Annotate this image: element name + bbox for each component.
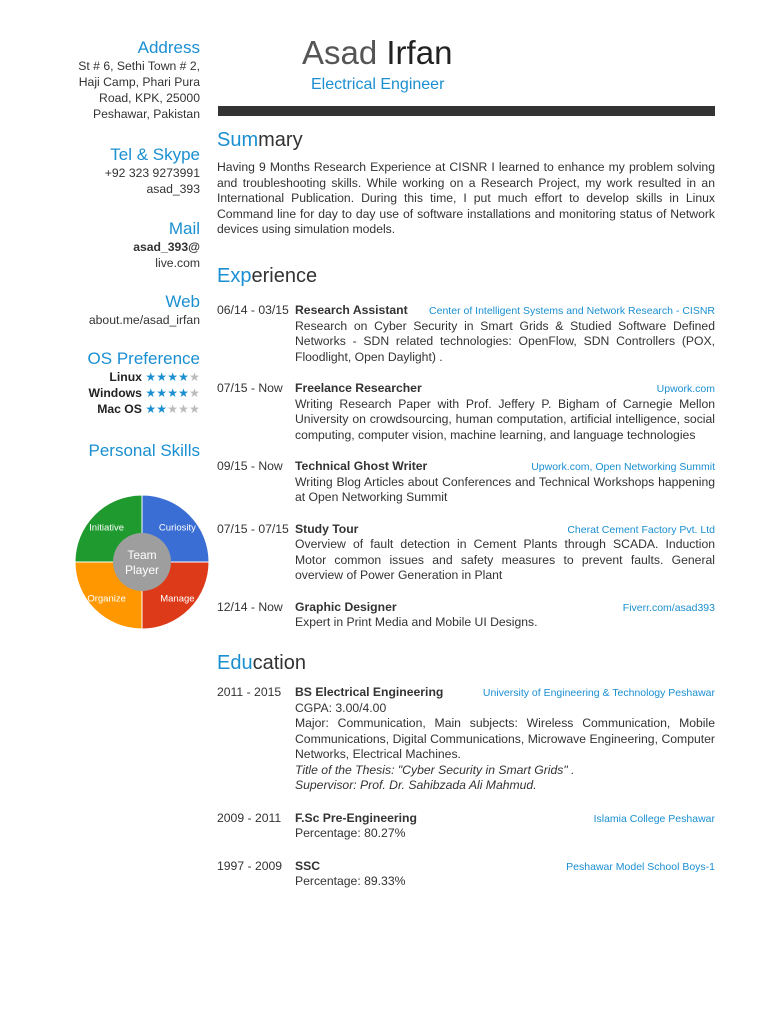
address-heading: Address	[137, 38, 200, 57]
experience-entry	[217, 522, 715, 584]
education-date: 1997 - 2009	[217, 858, 283, 873]
education-major: Major: Communication, Main subjects: Wireless Communication, Mobile Communications, Digital Communications, Microwave Engineering, Computer Networks, Electrical Machines.	[295, 716, 715, 761]
web-heading: Web	[165, 292, 200, 311]
education-date: 2009 - 2011	[217, 810, 282, 825]
experience-title: Graphic Designer	[295, 599, 397, 614]
education-heading: Education	[217, 652, 306, 674]
mail-heading: Mail	[168, 219, 200, 238]
summary-heading: Summary	[217, 129, 303, 151]
experience-title: Research Assistant	[295, 303, 408, 317]
experience-date: 09/15 - Now	[217, 459, 283, 473]
education-degree: BS Electrical Engineering	[295, 685, 444, 699]
experience-organization[interactable]: Center of Intelligent Systems and Network Research - CISNR	[429, 305, 715, 317]
star-filled-icon: ★	[156, 402, 168, 416]
pie-center	[113, 533, 171, 591]
full-name	[302, 34, 452, 72]
os-label: Mac OS	[97, 402, 142, 416]
phone-number: +92 323 9273991	[104, 166, 200, 180]
experience-description: Writing Research Paper with Prof. Jeffery P. Bigham of Carnegie Mellon University on crowdsourcing, human computation, artificial intelligence, social computing, computer vision, machine learning, and language technologies	[295, 396, 715, 442]
education-institution[interactable]: Peshawar Model School Boys-1	[566, 860, 715, 873]
education-degree: F.Sc Pre-Engineering	[295, 810, 417, 825]
os-preference-row	[40, 369, 200, 385]
email-line-1[interactable]: asad_393@	[133, 240, 200, 254]
address-line: St # 6, Sethi Town # 2,	[78, 59, 200, 73]
education-result: Percentage: 89.33%	[295, 874, 406, 888]
pie-segment-label: Initiative	[89, 522, 125, 534]
star-filled-icon: ★	[167, 386, 179, 400]
os-preference-row	[40, 401, 200, 417]
education-date: 2011 - 2015	[217, 685, 282, 699]
web-link[interactable]: about.me/asad_irfan	[88, 313, 200, 327]
pie-segment-label: Curiosity	[158, 522, 196, 534]
education-supervisor: Supervisor: Prof. Dr. Sahibzada Ali Mahmud.	[295, 778, 537, 792]
os-heading: OS Preference	[87, 349, 200, 368]
experience-section	[217, 264, 715, 647]
star-empty-icon: ★	[189, 386, 200, 400]
experience-date: 12/14 - Now	[217, 599, 283, 614]
star-filled-icon: ★	[156, 386, 168, 400]
experience-organization[interactable]: Upwork.com	[656, 383, 715, 395]
skills-heading: Personal Skills	[88, 441, 200, 460]
experience-description: Expert in Print Media and Mobile UI Designs.	[295, 615, 538, 629]
experience-title: Freelance Researcher	[295, 381, 422, 395]
education-section	[217, 651, 715, 890]
experience-entry	[217, 459, 715, 506]
experience-entry	[217, 381, 715, 443]
education-thesis: Title of the Thesis: "Cyber Security in Smart Grids" .	[295, 762, 575, 777]
address-line: Peshawar, Pakistan	[92, 107, 200, 121]
education-result: Percentage: 80.27%	[295, 826, 406, 840]
email-line-2[interactable]: live.com	[155, 256, 200, 270]
experience-heading: Experience	[217, 265, 318, 287]
star-filled-icon: ★	[145, 402, 157, 416]
star-empty-icon: ★	[178, 402, 190, 416]
experience-title: Study Tour	[295, 521, 359, 536]
summary-text: Having 9 Months Research Experience at CISNR I learned to enhance my problem solving and troubleshooting skills. While working on a Research Project, my work resulted in an International Publication. During this time, I put much effort to develop skills in Linux Command line for day to day use of software installations and monitoring status of Network devices using simulation models.	[217, 160, 715, 236]
education-entry	[217, 811, 715, 842]
education-institution[interactable]: Islamia College Peshawar	[593, 812, 715, 825]
pie-segment-label: Organize	[87, 593, 126, 605]
skills-pie-chart	[75, 495, 209, 629]
experience-entry	[217, 600, 715, 631]
experience-date: 06/14 - 03/15	[217, 303, 289, 317]
education-entry	[217, 859, 715, 890]
first-name: Asad	[302, 34, 378, 71]
star-filled-icon: ★	[178, 370, 190, 384]
pie-center-label-1: Team	[127, 548, 157, 562]
experience-list	[217, 303, 715, 631]
experience-entry	[217, 303, 715, 365]
education-cgpa: CGPA: 3.00/4.00	[295, 700, 387, 715]
os-preference-list	[40, 369, 200, 417]
address-line: Haji Camp, Phari Pura	[78, 75, 200, 89]
education-institution[interactable]: University of Engineering & Technology Peshawar	[482, 687, 715, 699]
education-degree: SSC	[295, 858, 321, 873]
education-entry	[217, 685, 715, 794]
star-filled-icon: ★	[145, 370, 157, 384]
experience-date: 07/15 - Now	[217, 381, 283, 395]
experience-description: Overview of fault detection in Cement Plants through SCADA. Induction Motor common issues and safety measures to prevent faults. General overview of Power Generation in Plant	[295, 537, 715, 582]
job-title: Electrical Engineer	[311, 76, 445, 93]
pie-center-label-2: Player	[124, 563, 160, 577]
star-filled-icon: ★	[178, 386, 190, 400]
star-filled-icon: ★	[167, 370, 179, 384]
experience-organization[interactable]: Upwork.com, Open Networking Summit	[531, 461, 715, 473]
summary-section	[217, 128, 715, 238]
experience-organization[interactable]: Fiverr.com/asad393	[622, 601, 715, 614]
star-empty-icon: ★	[189, 402, 200, 416]
address-line: Road, KPK, 25000	[99, 91, 200, 105]
os-preference-row	[40, 385, 200, 401]
sidebar	[40, 38, 200, 461]
star-empty-icon: ★	[167, 402, 179, 416]
tel-heading: Tel & Skype	[110, 145, 200, 164]
experience-title: Technical Ghost Writer	[295, 459, 428, 473]
header-divider-bar	[218, 106, 715, 116]
last-name: Irfan	[386, 34, 453, 71]
skype-id: asad_393	[146, 182, 200, 196]
star-filled-icon: ★	[156, 370, 168, 384]
experience-description: Writing Blog Articles about Conferences and Technical Workshops happening at Open Networking Summit	[295, 474, 715, 504]
os-label: Linux	[109, 370, 142, 384]
star-empty-icon: ★	[189, 370, 200, 384]
experience-description: Research on Cyber Security in Smart Grids & Studied Software Defined Networks - SDN related technologies: OpenFlow, SDN Controllers (POX, Floodlight, Open Daylight) .	[295, 318, 715, 364]
pie-segment-label: Manage	[160, 593, 195, 605]
os-label: Windows	[88, 386, 142, 400]
experience-date: 07/15 - 07/15	[217, 521, 289, 536]
experience-organization[interactable]: Cherat Cement Factory Pvt. Ltd	[567, 523, 715, 536]
star-filled-icon: ★	[145, 386, 157, 400]
